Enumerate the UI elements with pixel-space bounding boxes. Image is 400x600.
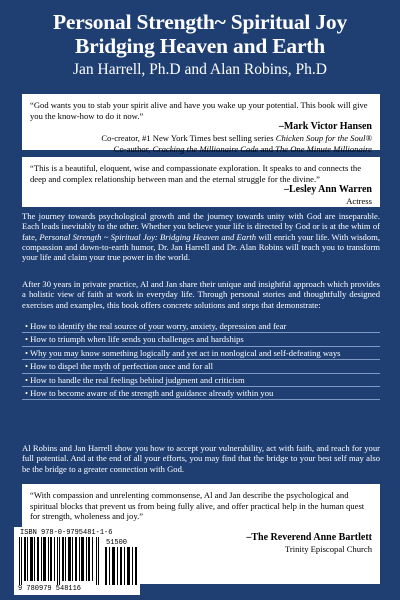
testimonial-text: “God wants you to stab your spirit alive and have you wake up your potential. This book will give you the know-how to do it now.” (30, 100, 368, 121)
price-barcode-icon (104, 547, 138, 585)
description-paragraph-3: Al Robins and Jan Harrell show you how to accept your vulnerability, act with faith, and reach for your full potential. And at the end of all your efforts, you may find that the bridge to your best self may also be the bridge to a greater connection with God. (22, 443, 380, 474)
list-item: • How to handle the real feelings behind judgment and criticism (22, 374, 380, 387)
testimonial-warren (22, 157, 380, 207)
testimonial-author: –The Reverend Anne Bartlett (246, 531, 372, 543)
book-title-line-1: Personal Strength~ Spiritual Joy (52, 10, 348, 34)
list-item: • How to become aware of the strength and guidance already within you (22, 387, 380, 400)
barcode-number: 9 780979 548116 (18, 585, 82, 593)
price-us: U.S. $15.00 (329, 563, 378, 574)
benefits-list (22, 320, 380, 400)
testimonial-role: Trinity Episcopal Church (284, 543, 372, 554)
testimonial-credit-line-2: Co-author, Cracking the Millionaire Code and The One Minute Millionaire (113, 143, 372, 154)
testimonial-credit-line-1: Co-creator, #1 New York Times best selling series Chicken Soup for the Soul® (101, 133, 372, 144)
book-title-line-2: Bridging Heaven and Earth (74, 34, 326, 58)
testimonial-author: –Lesley Ann Warren (284, 184, 372, 196)
testimonial-text: “This is a beautiful, eloquent, wise and compassionate exploration. It speaks to and connects the deep and complex relationship between man and the eternal struggle for the divine.” (30, 163, 362, 184)
list-item: • How to dispel the myth of perfection once and for all (22, 360, 380, 373)
testimonial-text: “With compassion and unrelenting commonsense, Al and Jan describe the psychological and spiritual blocks that prevent us from being fully alive, and offer practical help in the human quest for strength, wholeness and joy.” (30, 490, 365, 522)
price-block (330, 563, 380, 587)
list-item: • How to triumph when life sends you challenges and hardships (22, 333, 380, 346)
book-authors: Jan Harrell, Ph.D and Alan Robins, Ph.D (72, 61, 327, 78)
list-item: • Why you may know something logically and yet act in nonlogical and self-defeating ways (22, 347, 380, 360)
price-canada: Can. $17.00 (329, 575, 380, 586)
list-item: • How to identify the real source of your worry, anxiety, depression and fear (22, 320, 380, 333)
cover-header (0, 0, 400, 80)
isbn-text: ISBN 978-0-9795481-1-6 (20, 529, 113, 537)
description-paragraph-2: After 30 years in private practice, Al and Jan share their unique and insightful approach which provides a holistic view of faith at work in everyday life. Through personal stories and thoughtfully designed exercises and examples, this book offers concrete solutions and steps that demonstrate: (22, 279, 380, 310)
description-paragraph-1: The journey towards psychological growth and the journey towards unity with God are inseparable. Each leads inevitably to the other. Whether you believe your life is directed by God or is at the whim of fate, Personal Strength ~ Spiritual Joy: Bridging Heaven and Earth will enrich your life. With wisdom, compassion and down-to-earth humor, Dr. Jan Harrell and Dr. Alan Robins will teach you to transform your life and claim your true power in the world. (22, 211, 380, 263)
isbn-barcode (14, 527, 140, 595)
publisher-name: Inner Peace Press (212, 570, 311, 585)
testimonial-hansen (22, 94, 380, 154)
testimonial-author: –Mark Victor Hansen (278, 121, 372, 133)
price-code: 51500 (106, 539, 128, 547)
barcode-icon (18, 537, 100, 585)
testimonial-role: Actress (346, 196, 372, 207)
